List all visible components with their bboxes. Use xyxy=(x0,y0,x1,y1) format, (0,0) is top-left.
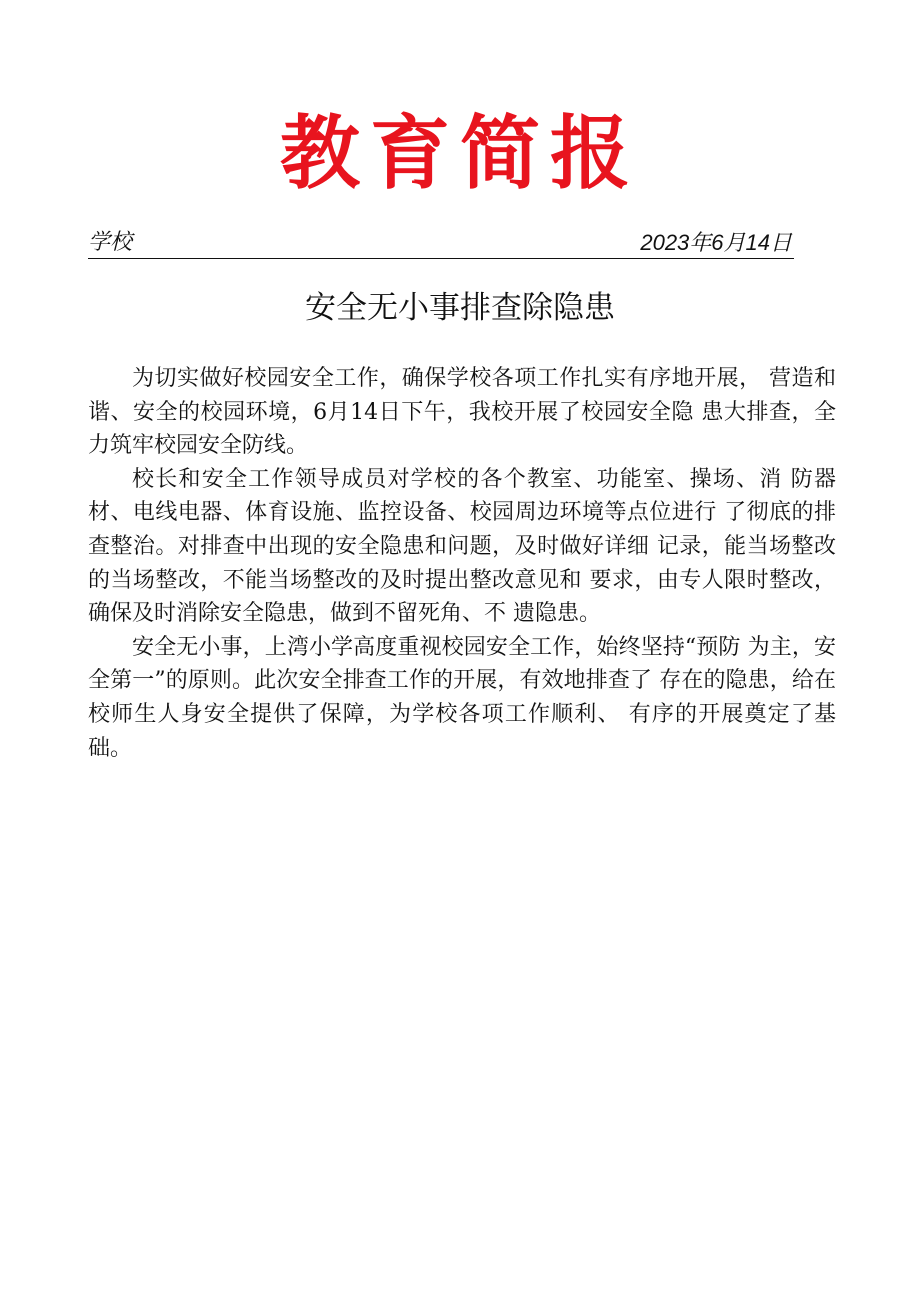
issue-date: 2023年6月14日 xyxy=(640,230,792,255)
header-meta-line xyxy=(88,228,794,259)
masthead-title: 教育简报 xyxy=(280,106,640,200)
article-paragraph-3: 安全无小事，上湾小学高度重视校园安全工作，始终坚持“预防 为主，安全第一”的原则。此次安全排查工作的开展，有效地排查了 存在的隐患，给在校师生人身安全提供了保障，为学校各项工作顺利、 有序的开展奠定了基础。 xyxy=(88,634,836,761)
school-label: 学校 xyxy=(88,230,133,255)
article-body xyxy=(88,362,836,765)
article-paragraph-1: 为切实做好校园安全工作，确保学校各项工作扎实有序地开展， 营造和谐、安全的校园环境，6月14日下午，我校开展了校园安全隐 患大排查，全力筑牢校园安全防线。 xyxy=(88,366,836,459)
article-title: 安全无小事排查除隐患 xyxy=(305,290,615,326)
article-paragraph-2: 校长和安全工作领导成员对学校的各个教室、功能室、操场、消 防器材、电线电器、体育设施、监控设备、校园周边环境等点位进行 了彻底的排查整治。对排查中出现的安全隐患和问题，及时做好详细 记录，能当场整改的当场整改，不能当场整改的及时提出整改意见和 要求，由专人限时整改，确保及时消除安全隐患，做到不留死角、不 遗隐患。 xyxy=(88,466,836,627)
